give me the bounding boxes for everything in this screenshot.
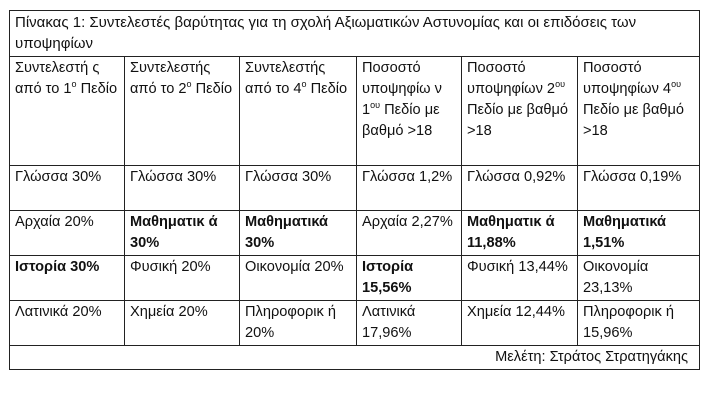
table-cell: Οικονομία 23,13% — [578, 256, 700, 301]
header-text: Συντελεστής από το 4 — [245, 60, 326, 97]
header-text: Πεδίο με βαθμό >18 — [362, 102, 440, 139]
header-text: Πεδίο — [306, 81, 348, 97]
table-cell: Γλώσσα 30% — [240, 166, 357, 211]
author-row — [10, 346, 700, 370]
table-row — [10, 301, 700, 346]
table-cell: Χημεία 12,44% — [462, 301, 578, 346]
header-superscript: ο — [301, 79, 307, 90]
table-cell: Γλώσσα 0,19% — [578, 166, 700, 211]
header-superscript: ου — [671, 79, 681, 90]
table-cell: Χημεία 20% — [125, 301, 240, 346]
header-superscript: ου — [370, 100, 381, 111]
table-cell: Οικονομία 20% — [240, 256, 357, 301]
table-row — [10, 211, 700, 256]
table-cell: Φυσική 20% — [125, 256, 240, 301]
header-superscript: ο — [186, 79, 192, 90]
table-cell: Γλώσσα 30% — [10, 166, 125, 211]
table-cell: Αρχαία 2,27% — [357, 211, 462, 256]
table-cell: Μαθηματικά 1,51% — [578, 211, 700, 256]
header-cell — [240, 57, 357, 166]
table-cell: Ιστορία 15,56% — [357, 256, 462, 301]
table-cell: Γλώσσα 0,92% — [462, 166, 578, 211]
header-text: Συντελεστής από το 2 — [130, 60, 211, 97]
header-cell — [357, 57, 462, 166]
table-cell: Πληροφορικ ή 20% — [240, 301, 357, 346]
table-cell: Γλώσσα 30% — [125, 166, 240, 211]
header-text: Ποσοστό υποψηφίω ν 1 — [362, 60, 442, 118]
header-text: Πεδίο — [76, 81, 118, 97]
header-cell — [10, 57, 125, 166]
header-superscript: ου — [555, 79, 565, 90]
header-text: Συντελεστή ς από το 1 — [15, 60, 100, 97]
header-superscript: ο — [71, 79, 77, 90]
header-text: Πεδίο — [191, 81, 233, 97]
header-cell — [462, 57, 578, 166]
author-credit: Μελέτη: Στράτος Στρατηγάκης — [10, 346, 700, 370]
weights-table — [9, 10, 700, 370]
table-cell: Ιστορία 30% — [10, 256, 125, 301]
table-container — [9, 10, 700, 370]
table-row — [10, 256, 700, 301]
header-text: Πεδίο με βαθμό >18 — [583, 102, 685, 139]
header-row — [10, 57, 700, 166]
table-cell: Μαθηματικά 30% — [240, 211, 357, 256]
header-text: Πεδίο με βαθμό >18 — [467, 102, 569, 139]
table-cell: Λατινικά 17,96% — [357, 301, 462, 346]
header-cell — [578, 57, 700, 166]
table-caption: Πίνακας 1: Συντελεστές βαρύτητας για τη σχολή Αξιωματικών Αστυνομίας και οι επιδόσεις των υποψηφίων — [10, 11, 700, 57]
table-row — [10, 166, 700, 211]
table-cell: Λατινικά 20% — [10, 301, 125, 346]
table-cell: Μαθηματικ ά 11,88% — [462, 211, 578, 256]
header-text: Ποσοστό υποψηφίων 4 — [583, 60, 672, 97]
table-cell: Πληροφορικ ή 15,96% — [578, 301, 700, 346]
table-cell: Αρχαία 20% — [10, 211, 125, 256]
table-cell: Γλώσσα 1,2% — [357, 166, 462, 211]
table-cell: Φυσική 13,44% — [462, 256, 578, 301]
caption-row — [10, 11, 700, 57]
table-cell: Μαθηματικ ά 30% — [125, 211, 240, 256]
header-text: Ποσοστό υποψηφίων 2 — [467, 60, 556, 97]
header-cell — [125, 57, 240, 166]
